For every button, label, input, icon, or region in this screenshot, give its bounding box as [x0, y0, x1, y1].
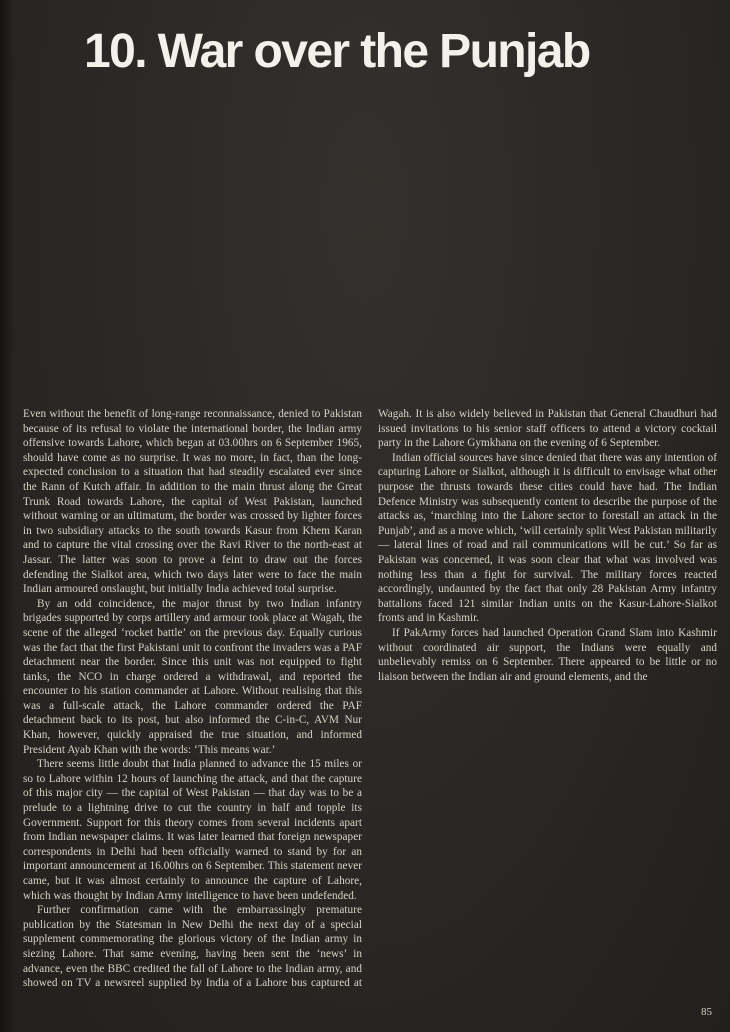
page-number: 85: [701, 1006, 712, 1018]
paragraph-4: Further confirmation came with the embarrassingly premature publication by the Statesman in New Delhi the next day of a special supplement commemorating the glorious victory of the Indian army in siezing Lahore. That same evening, having been sent the ‘news’ in advance, even the BBC credited the fall of Lahore to the Indian army, and showed on TV a newsreel supplied by India of a Lahore bus captured at Wagah. It is also widely believed in Pakistan that General Chaudhuri had issued invitations to his senior staff officers to attend a victory cocktail party in the Lahore Gymkhana on the evening of 6 September.: [23, 408, 717, 990]
paragraph-5: Indian official sources have since denied that there was any intention of capturing Lahore or Sialkot, although it is difficult to envisage what other purpose the thrusts towards these cities could have had. The Indian Defence Ministry was subsequently content to describe the purpose of the attacks as, ‘marching into the Lahore sector to forestall an attack in the Punjab’, and as a move which, ‘will certainly split West Pakistan militarily — lateral lines of road and rail communications will be cut.’ So far as Pakistan was concerned, it was soon clear that what was involved was nothing less than a fight for survival. The military forces reacted accordingly, undaunted by the fact that only 28 Pakistan Army infantry battalions faced 121 similar Indian units on the Kasur-Lahore-Sialkot fronts and in Kashmir.: [378, 451, 717, 625]
paragraph-3: There seems little doubt that India planned to advance the 15 miles or so to Lahore within 12 hours of launching the attack, and that the capture of this major city — the capital of West Pakistan — that day was to be a prelude to a lightning drive to cut the country in half and topple its Government. Support for this theory comes from several incidents apart from Indian newspaper claims. It was later learned that foreign newspaper correspondents in Delhi had been officially warned to stand by for an important announcement at 16.00hrs on 6 September. This statement never came, but it was almost certainly to announce the capture of Lahore, which was thought by Indian Army intelligence to have been undefended.: [23, 758, 362, 902]
paragraph-2: By an odd coincidence, the major thrust by two Indian infantry brigades supported by corps artillery and armour took place at Wagah, the scene of the alleged ‘rocket battle’ on the previous day. Equally curious was the fact that the first Pakistani unit to confront the invaders was a PAF detachment near the border. Since this unit was not equipped to fight tanks, the NCO in charge ordered a withdrawal, and reported the encounter to his station commander at Lahore. Without realising that this was a full-scale attack, the Lahore commander ordered the PAF detachment back to its post, but also informed the C-in-C, AVM Nur Khan, however, quickly appraised the true situation, and informed President Ayab Khan with the words: ‘This means war.’: [23, 597, 362, 756]
paragraph-1: Even without the benefit of long-range reconnaissance, denied to Pakistan because of its refusal to violate the international border, the Indian army offensive towards Lahore, which began at 03.00hrs on 6 September 1965, should have come as no surprise. It was no more, in fact, than the long-expected conclusion to a situation that had steadily escalated ever since the Rann of Kutch affair. In addition to the main thrust along the Great Trunk Road towards Lahore, the capital of West Pakistan, launched without warning or an ultimatum, the border was crossed by lighter forces in two subsidiary attacks to the south towards Kasur from Khem Karan and to capture the vital crossing over the Ravi River to the north-east at Jassar. The latter was soon to prove a feint to draw out the forces defending the Sialkot area, which two days later were to face the main Indian armoured onslaught, but initially India achieved total surprise.: [23, 408, 362, 596]
chapter-title: 10. War over the Punjab: [84, 25, 590, 78]
body-text-columns: [23, 407, 717, 1002]
page-binding-shadow: [0, 0, 14, 1032]
paragraph-6: If PakArmy forces had launched Operation Grand Slam into Kashmir without coordinated air support, the Indians were equally and unbelievably remiss on 6 September. There appeared to be little or no liaison between the Indian air and ground elements, and the: [378, 626, 717, 683]
